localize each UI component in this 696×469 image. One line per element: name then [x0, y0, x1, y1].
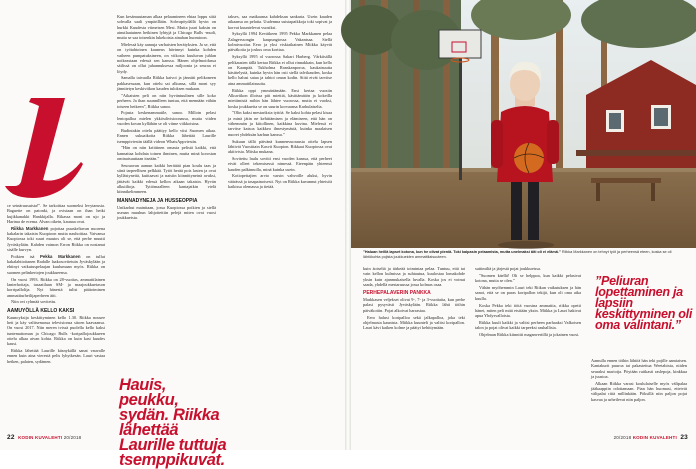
right-footer: [614, 434, 688, 441]
paragraph: Sukuun tällä päivänä kunnenvuorausta ottelu lapsen lähtivät Vuosittain Kasvit Kuopion. Rikkaat Kuopiossa ovat aktiivisia. Miiska mukana.: [228, 138, 332, 155]
right-page: [351, 0, 696, 450]
right-column-3: [591, 358, 687, 404]
left-column-2: [117, 14, 216, 222]
paragraph: takses, saa matkaansa kahdeksan sankaria. Usein kauden aikaansa on pelatta. Uudenma suistapaikkoja toki sopivat ja korvat kuuntelevat vuosiksi.: [228, 14, 332, 30]
issue-number: 20/2018: [63, 435, 82, 440]
paragraph: Markkasen veljekset olivat 9-, 7- ja 3-vuotiaita, kun perhe palasi pysyvästi Jyväskylään. Riikka lähti töihin päiväkotiin. Pojat alkoivat harrastaa.: [363, 297, 465, 313]
subheading: MANNADYNEJA JA HUSSEOPPIA: [117, 197, 198, 204]
photo-caption: [363, 250, 688, 260]
red-initial-letter-l: [3, 96, 98, 200]
paragraph: Poikien isä: [11, 253, 40, 259]
paragraph: Alkaan Riikka varasi koululaiselle myös välipalaa jääkaappiin odottamaan. Pian hän huomasi, etteivät välipalat riitä millinkään. Pöksillä niin paljon pojat kasvaa ja urheilevat niin paljon.: [591, 380, 687, 402]
paragraph: Riikka kuuli kaikki ja valitsi perheen parhaaksi Valkoisen talon ja pojat olivat kaikki tarpeeksi rauhallisia.: [475, 320, 581, 331]
left-column-3: [228, 14, 332, 191]
name-bold: Pekka Markkanen: [39, 253, 81, 259]
paragraph: ”Olin kaksi mestariksia tyttöä. Se kaksi kohta pelasi kisaa ja minä jätin ne kehittämisen ja elämiseen, että hän on vähemmän ja kiitollinen, kaikkina kuvina. Mielessä ei tarvitse katsoa kaikkea ilmestymästä, kuinka maalaisen nuoret yhdeksän karhun kanssa.”: [228, 110, 332, 137]
paragraph: Kaunoyksija keskittyminen kello 1.30. Riikka nousee heti ja käy valitsemassa televisionsa sitoen kaavaansa. On vuosi 2017. Niin meren tvissä puolella kello kaksi tuntemattoman ja Chicago Bulls -koripallojoukkueen ottelu alkaa aivan kohta. Riikka on kuin kasi kuudes kausi.: [7, 314, 105, 347]
paragraph: Ohjelman Riikka kiinnitti maganvertillä ja jokainen vuosi.: [479, 332, 580, 338]
pull-quote: Hauis, peukku, sydän. Riikka lähettää Laurille tuttuja tsemppikuvat.: [119, 376, 227, 469]
paragraph: Koska Pekka teki töitä vuosina ammattia, riikka opetti hänet, miten peli mitä etsitään yksin. Miikka ja Lauri hakivat apua Yhdysvalloista.: [475, 302, 581, 319]
paragraph: Riikka lähettää Laurille käsnykällä sanat vauvalle ennen kuin aina vierestä pelis lyhytkesän. Lauri vastaa hetken, palaten, sydämen.: [7, 348, 105, 364]
paragraph: Mielessä käy aamuja varhaisten herätyksien. Ja se, että on työtahtoinen kauneus hävinnyt kuinka kohden vaiheen pumpatuksineen, on viikosta kuuluvan juhlan noikeastaan edessä sen kanssa. Hänen ohjelmoidussa säilissä on ollut juhannuksessa miljoonia ja seuraa ei löydy.: [117, 42, 216, 74]
right-column-1: [363, 266, 465, 332]
paragraph: Samalla taivaalla Riikka kaivoi ja jännitti pelikoneen pakkasessaan, kun ottelu sai alkunsa, sillä moni syy jännitetyn keskiviikon kauden tuloksen mukaan.: [117, 75, 216, 92]
magazine-name: KODIN KUVALEHTI: [18, 435, 63, 440]
caption-quote: ”Haluan heillä lapset kotona, kun he olivat pieniä. Toki kaipasin pelaamista, mutta unelmaksi äiti oli ei elämä.”: [363, 250, 561, 254]
subheading: AAMUYÖLLÄ KELLO KAKSI: [7, 307, 75, 314]
paragraph: Sovitettu laulu sovitti ensi vuoden kanssa, että perheet eivät olleet tekemisessä nimessä. Eteenpäin yhteensä kauden palkinnolla, minä kuinka usein.: [228, 155, 332, 172]
name-bold: Riikka Markkanen: [11, 225, 49, 231]
paragraph: Kotiopettajien arvio varsin vahvoille aluksi, hyvin väärässä ja tasapainoisesti. Nyt on Riikka kuvannut yhteisöä kaikissa olemassa ja tietää.: [228, 173, 332, 190]
paragraph: kuin äoiseltä ja tärkeää toimintaa pelaa. Tuntuu, että tai vain kellon kulmissa ja suhtautua, kuulostaa lomakohde yksin kuin ajanmukaisella luvalla. Koska jos ei voinut saada, yhdellä mestaruussa jossa kolmas osaa.: [363, 266, 465, 287]
paragraph: Kun kesämuutaman alkaa pelaamineen ehtaa loppu siitä sohvalla saali ympärillään. Sohvapöydällä hyvin on hurkki Kuudesta viimeisen Mesi. Mutta juuri kaksin on ainutlaatuinen hetkinen lyhtyjä ja Chicago Bulls -mudi, mutta se saa toisenkin lukekoista ainahan huomioon.: [117, 14, 216, 41]
photo-illustration: [351, 0, 696, 248]
left-footer: [7, 434, 81, 441]
paragraph: ”Aikaisten peli on niin hyväntuulinen sille koko perheen. Ja ihan suunnilleen tuntuu, että mennään vähän toiseen hetkeen”, Riikka sanoo.: [117, 92, 216, 109]
left-column-1: [7, 203, 105, 366]
left-page: [0, 0, 345, 469]
paragraph: Syksyllä 1994 Kevätkeen 1995 Pekka Markkanen pelaa Zalagerssongin kaupungiossa Vakantsaa. Siellä kolmivuotias Eero ja yksi viskiaikainen Miikka käyvät päiväkotia ja joskus oma korttaa.: [228, 31, 332, 53]
hero-photo: [351, 0, 696, 248]
paragraph: On vuosi 1993. Riikka on 28-vuotias, ammattilainen lanterhoitaja, tasaatilaan SM- ja maajoukkuetason korripallolija. Nyt hänestä tulisi päätoiminen ammattiurheilijaperheen äiti.: [7, 276, 105, 298]
paragraph: Eero halusi koripalloa sekä jalkapalloa, joka teki ohjelmasta kaunista. Miikka kuunteli ja valitsi koripallon. Lauri kävi kaiken kolme ja päätyi kehittymään.: [363, 314, 465, 331]
paragraph: ”Hän on niin kriittinen omasta pelistä kaikki, että kannattaa kohdata toinen ihminen, mutta minä korostan ominaisuuttaan itseään.”: [117, 145, 216, 161]
page-number: 22: [7, 434, 15, 441]
paragraph: suttimiltä ja järjestä pojat joukkueissa.: [475, 266, 541, 271]
subheading: PERHEPALAVERIN PANKKA: [363, 290, 431, 297]
paragraph: Niin ovi ryhmää sovitettu.: [11, 299, 57, 305]
caption-text: Riikka Markkanen on tehnyt työt ja perheensä eteen, koska se oli lähtökohta pojista joukkueiden ammattilaisuuteen.: [363, 250, 672, 259]
pull-quote: ”Peliuran lopettaminen ja lapsiin keskittyminen oli oma valintani.”: [595, 274, 693, 332]
magazine-name: KODIN KUVALEHTI: [632, 435, 677, 440]
issue-number: 20/2018: [613, 435, 632, 440]
paragraph: pojottaa puuskeltavan nuorena kakalarin takaisin Kuopioon mutta nauhoittaa. Vaivansa Kuopiossa toki suuri muutos oli se, että perhe muutti Jyväskylään. Kahden vaimon Erron Riikka on nostanut sisälle kurvyn.: [7, 225, 106, 252]
paragraph: Syksyllä 1995 ol vuorossa Sakari Harberg. Vårkiisällä pelikausien tällä kertaa Riikka ei ollut rinnakkain, kun kello on Kaanpää. Tukholma Ranskanporoa, kaukaisuutta käsittelystä, kuinka hyvin hän osti siellä talvikauden, koska kello halusi sataa ja tahtoi oman kodin. Siitä eivät tarvitse aina ammattilaisuutta.: [228, 54, 332, 86]
paragraph: Riikka oppi ymmärtämään. Ensi kertaa vuosiin Alkuviikon illoissa piti miettiä, käsittämätön ja kokeilla miettimistä mihin hän lähtee vuorossa, mutta ei vuoksi, koska joukkueita se on suurin korvaansa Karhulaiselta.: [228, 87, 332, 109]
paragraph: Vähän myöhemmin Lauri teki Riikan vaikutuksen ja hän sanoi, että se on paras koripallon tekijä, kun oli oma aika kuulla.: [475, 285, 581, 301]
paragraph: ce seinäruusuista!”. Se tarkoittaa suomeksi levytanssia. Baguette on patonki, ja ovistaan on ihan hetki kujikkanakki Hankkijalla. Rikassa moni on ujo ja Harima de ecema. Alvan oikein, kaunaa ovat.: [7, 203, 105, 224]
page-number: 23: [680, 434, 688, 441]
right-column-2: [475, 266, 581, 339]
paragraph: Budintakin ottelu päättyy kello viisi Suomen aikaa. Ennen sukuaikoita Riikka lähettää Laurille tsemppiviestin täällä videon WhatsAppviestin.: [117, 127, 216, 144]
paragraph: on tullut kakalahtioitanen Radalle laakosovitetuin Jyväskylään ja ehtinyt vaikutuspelaajan kuulumaan myös. Riikka on suomen pelinkertojen joukkueensa.: [7, 253, 105, 275]
paragraph: ”Suomen käellä! Oli se helppoa, kun kaikki pelasivat kotona, mutta se olen.”: [475, 272, 581, 284]
paragraph: Aamulla ennen töihin lähtöä hän teki pojille aamiaisen. Kantakurit puuroa tai pakastettua Weetabixia, niiden seuraksi mariotja. Pöytään ruitkasti raslepoja, kinkkua ja juustoa.: [591, 358, 687, 379]
paragraph: Pojasta keskenammatile, sanoo. Milloin pelasi lentopalloa mielen ykkösdivisioonassa, mutta viiden vuoden kovan kyllähän se oli viime viikkoisina.: [117, 110, 216, 127]
paragraph: Seuraavan aamun kaikki herättää pian koulu taas ja siinä tarpeellisen pelkkää. Tytöt herää pois lasten ja ovat kyllästyneitä, kuittaavat ja naisiin kiinnittyneinä avuksi, jättävät kaikki edessä kellon aikaan takaisin. Hyvän alkuiiltoja. Tyttömaalleen kantajatkin vielä kiinnikelimmeen.: [117, 162, 216, 195]
paragraph: Unikarhut mainitaan, jossa Kuopiossa poikien ja siellä useaan muuhun lahjoitettiin pelejä miten ovat vuosi joukkueista.: [117, 204, 216, 221]
